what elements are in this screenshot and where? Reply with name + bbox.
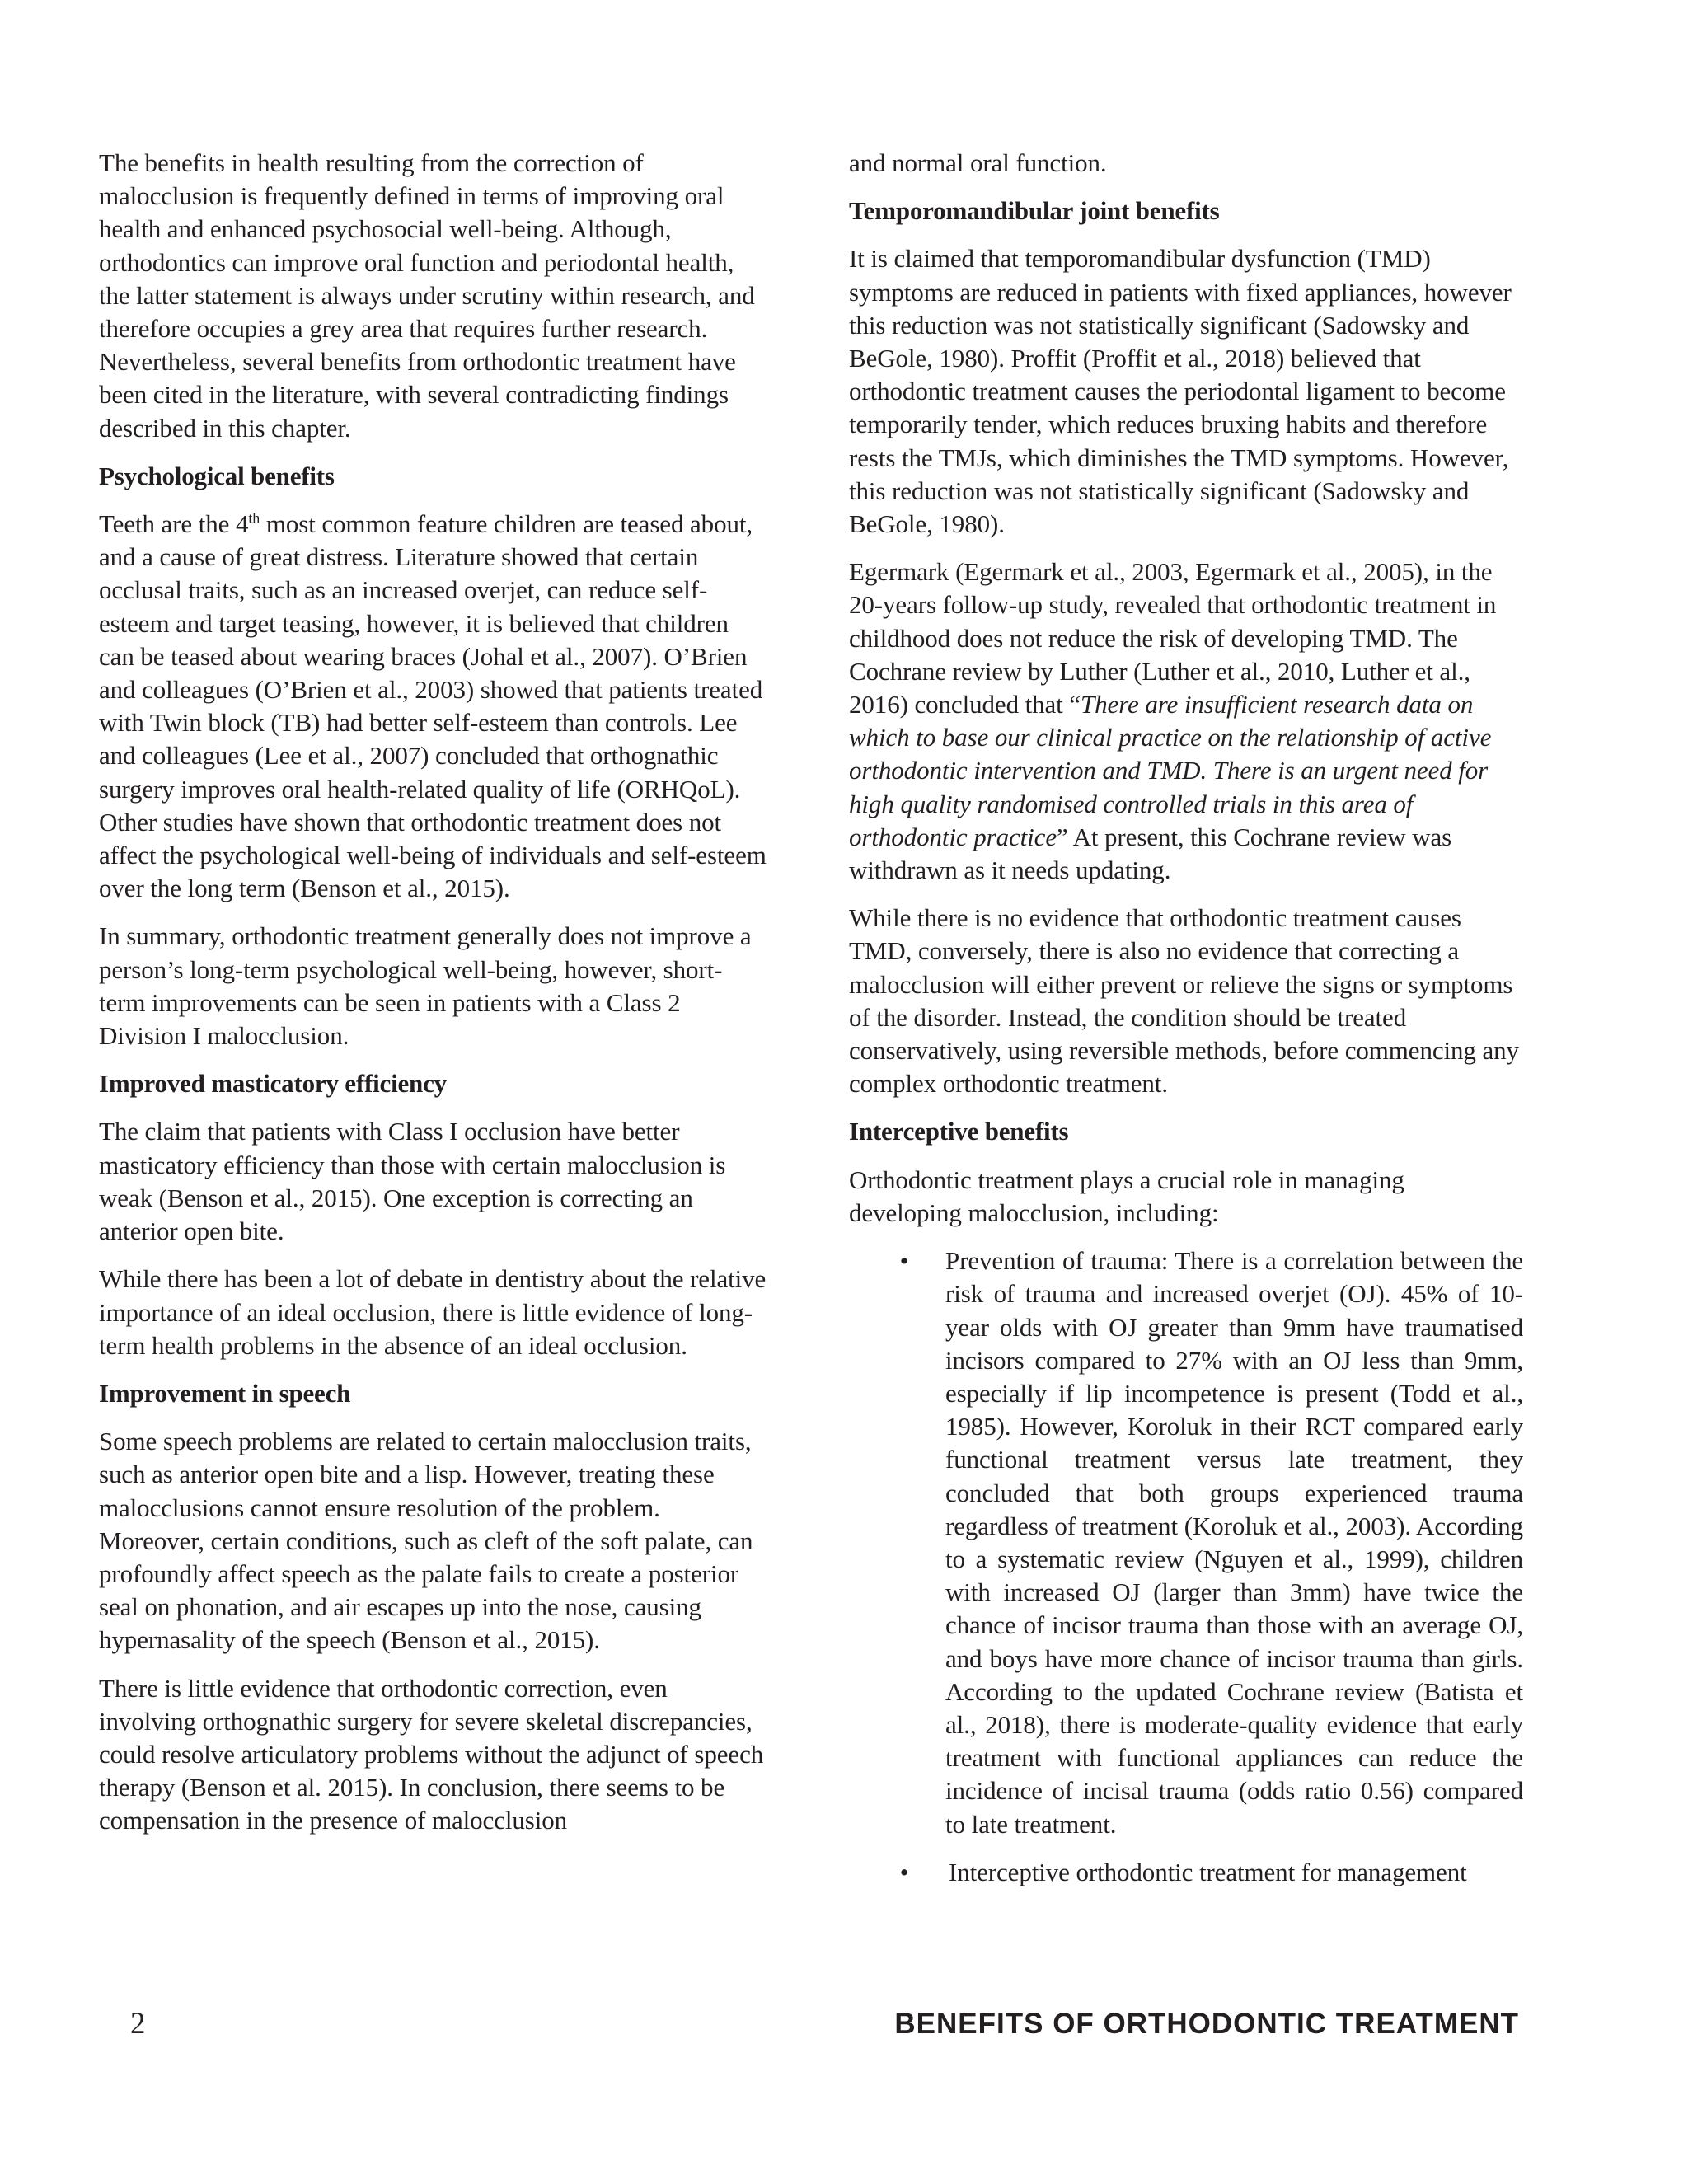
tmj-paragraph-1: It is claimed that temporomandibular dysfunction (TMD) symptoms are reduced in patients with fixed appliances, however this reduction was not statistically significant (Sadowsky and BeGole, 1980). Proffit (Proffit et al., 2018) believed that orthodontic treatment causes the periodontal ligament to become temporarily tender, which reduces bruxing habits and therefore rests the TMJs, which diminishes the TMD symptoms. However, this reduction was not statistically significant (Sadowsky and BeGole, 1980). — [849, 244, 1512, 539]
interceptive-bullet-list — [849, 1244, 1523, 1889]
list-item-text: Interceptive orthodontic treatment for management — [949, 1857, 1467, 1886]
list-item-text: Prevention of trauma: There is a correlation between the risk of trauma and increased overjet (OJ). 45% of 10-year olds with OJ greater than 9mm have traumatised incisors compared to 27% with an OJ less than 9mm, especially if lip incompetence is present (Todd et al., 1985). However, Koroluk in their RCT compared early functional treatment versus late treatment, they concluded that both groups experienced trauma regardless of treatment (Koroluk et al., 2003). According to a systematic review (Nguyen et al., 1999), children with increased OJ (larger than 3mm) have twice the chance of incisor trauma than those with an average OJ, and boys have more chance of incisor trauma than girls. According to the updated Cochrane review (Batista et al., 2018), there is moderate-quality evidence that early treatment with functional appliances can reduce the incidence of incisal trauma (odds ratio 0.56) compared to late treatment. — [945, 1246, 1523, 1839]
bullet-icon: • — [899, 1246, 909, 1276]
heading-masticatory-efficiency: Improved masticatory efficiency — [99, 1069, 447, 1099]
intro-paragraph: The benefits in health resulting from the correction of malocclusion is frequently defined in terms of improving oral health and enhanced psychosocial well-being. Although, orthodontics can improve oral function and periodontal health, the latter statement is always under scrutiny within research, and therefore occupies a grey area that requires further research. Nevertheless, several benefits from orthodontic treatment have been cited in the literature, with several contradicting findings described in this chapter. — [99, 148, 755, 443]
masticatory-paragraph-1: The claim that patients with Class I occlusion have better masticatory efficiency than those with certain malocclusion is weak (Benson et al., 2015). One exception is correcting an anterior open bite. — [99, 1117, 726, 1246]
superscript-th: th — [248, 509, 260, 527]
psychological-paragraph-2: In summary, orthodontic treatment generally does not improve a person’s long-term psychological well-being, however, short-term improvements can be seen in patients with a Class 2 Division I malocclusion. — [99, 921, 752, 1051]
tmj-paragraph-2 — [849, 555, 1523, 887]
masticatory-paragraph-2: While there has been a lot of debate in dentistry about the relative importance of an ideal occlusion, there is little evidence of long-term health problems in the absence of an ideal occlusion. — [99, 1264, 767, 1360]
continued-text: and normal oral function. — [849, 148, 1107, 177]
list-item — [849, 1244, 1523, 1841]
speech-paragraph-1: Some speech problems are related to certain malocclusion traits, such as anterior open bite and a lisp. However, treating these malocclusions cannot ensure resolution of the problem. Moreover, certain conditions, such as cleft of the soft palate, can profoundly affect speech as the palate fails to create a posterior seal on phonation, and air escapes up into the nose, causing hypernasality of the speech (Benson et al., 2015). — [99, 1427, 753, 1655]
tmj-p2-end: ” At present, this Cochrane review was withdrawn as it needs updating. — [849, 822, 1452, 885]
psych-p1-rest: most common feature children are teased about, and a cause of great distress. Literature showed that certain occlusal traits, such as an increased overjet, can reduce self-esteem and target teasing, however, it is believed that children can be teased about wearing braces (Johal et al., 2007). O’Brien and colleagues (O’Brien et al., 2003) showed that patients treated with Twin block (TB) had better self-esteem than controls. Lee and colleagues (Lee et al., 2007) concluded that orthognathic surgery improves oral health-related quality of life (ORHQoL). Other studies have shown that orthodontic treatment does not affect the psychological well-being of individuals and self-esteem over the long term (Benson et al., 2015). — [99, 509, 767, 903]
list-item — [849, 1856, 1523, 1889]
left-column — [99, 147, 767, 1853]
heading-psychological-benefits: Psychological benefits — [99, 461, 335, 490]
heading-tmj-benefits: Temporomandibular joint benefits — [849, 196, 1220, 226]
cochrane-quote: There are insufficient research data on which to base our clinical practice on the relationship of active orthodontic intervention and TMD. There is an urgent need for high quality randomised controlled trials in this area of orthodontic practice — [849, 690, 1492, 851]
tmj-p2-start: Egermark (Egermark et al., 2003, Egermark et al., 2005), in the 20-years follow-up study, revealed that orthodontic treatment in childhood does not reduce the risk of developing TMD. The Cochrane review by Luther (Luther et al., 2010, Luther et al., 2016) concluded that “ — [849, 557, 1497, 719]
psych-p1-start: Teeth are the 4 — [99, 509, 249, 539]
tmj-paragraph-3: While there is no evidence that orthodontic treatment causes TMD, conversely, there is also no evidence that correcting a malocclusion will either prevent or relieve the signs or symptoms of the disorder. Instead, the condition should be treated conservatively, using reversible methods, before commencing any complex orthodontic treatment. — [849, 903, 1519, 1099]
page-number: 2 — [130, 2007, 146, 2041]
heading-improvement-in-speech: Improvement in speech — [99, 1378, 351, 1408]
right-column — [849, 147, 1523, 1904]
bullet-icon: • — [899, 1857, 909, 1886]
heading-interceptive-benefits: Interceptive benefits — [849, 1117, 1069, 1146]
psychological-paragraph-1 — [99, 508, 767, 905]
interceptive-paragraph-1: Orthodontic treatment plays a crucial role in managing developing malocclusion, including: — [849, 1165, 1404, 1227]
speech-paragraph-2: There is little evidence that orthodontic correction, even involving orthognathic surgery for severe skeletal discrepancies, could resolve articulatory problems without the adjunct of speech therapy (Benson et al. 2015). In conclusion, there seems to be compensation in the presence of malocclusion — [99, 1673, 764, 1835]
running-title: BENEFITS OF ORTHODONTIC TREATMENT — [894, 2008, 1519, 2040]
